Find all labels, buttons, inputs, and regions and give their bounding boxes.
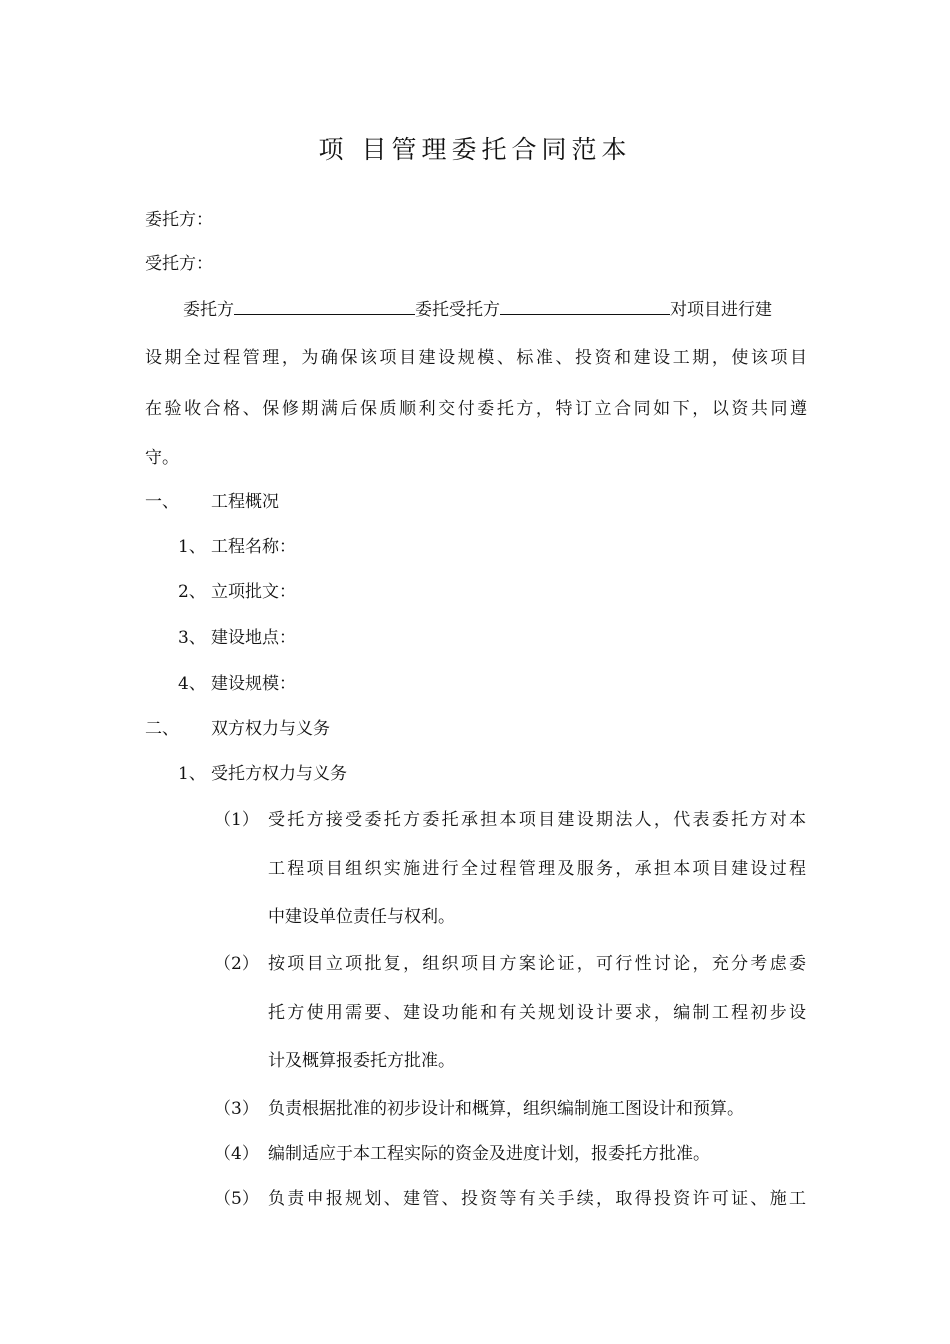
intro-line-3 — [145, 396, 807, 422]
section-1-item-1-number: 1、 — [178, 537, 206, 557]
clause-2-number: （2） — [214, 954, 259, 974]
clause-2-line-3: 计及概算报委托方批准。 — [268, 1051, 455, 1071]
clause-1-number: （1） — [214, 810, 259, 830]
intro-part-3: 对项目进行建 — [670, 300, 772, 320]
blank-line-party-b — [500, 296, 670, 315]
clause-4-line-1: 编制适应于本工程实际的资金及进度计划，报委托方批准。 — [268, 1144, 710, 1164]
clause-1-line-1-text: 受托方接受委托方委托承担本项目建设期法人，代表委托方对本 — [268, 810, 806, 830]
intro-line-1 — [183, 296, 772, 323]
section-1-item-2-text: 立项批文： — [211, 582, 296, 602]
section-1-item-2-number: 2、 — [178, 582, 206, 602]
section-1-number: 一、 — [145, 492, 179, 512]
clause-2-line-2-text: 托方使用需要、建设功能和有关规划设计要求，编制工程初步设 — [268, 1003, 806, 1023]
clause-2-line-2 — [268, 1000, 806, 1026]
section-2-sub-1-text: 受托方权力与义务 — [211, 764, 347, 784]
section-1-item-3-number: 3、 — [178, 628, 206, 648]
intro-line-4: 守。 — [145, 448, 179, 468]
clause-3-line-1: 负责根据批准的初步设计和概算，组织编制施工图设计和预算。 — [268, 1099, 744, 1119]
intro-line-2-text: 设期全过程管理，为确保该项目建设规模、标准、投资和建设工期，使该项目 — [145, 348, 807, 368]
section-2-number: 二、 — [145, 719, 179, 739]
document-title: 项 目管理委托合同范本 — [318, 135, 632, 164]
section-1-item-4-number: 4、 — [178, 674, 206, 694]
section-2-heading: 双方权力与义务 — [211, 719, 330, 739]
blank-line-party-a — [234, 296, 415, 315]
clause-1-line-2-text: 工程项目组织实施进行全过程管理及服务，承担本项目建设过程 — [268, 859, 806, 879]
section-1-heading: 工程概况 — [211, 492, 279, 512]
clause-3-number: （3） — [214, 1099, 259, 1119]
clause-1-line-2 — [268, 856, 806, 882]
clause-1-line-3: 中建设单位责任与权利。 — [268, 907, 455, 927]
clause-4-number: （4） — [214, 1144, 259, 1164]
intro-part-1: 委托方 — [183, 300, 234, 320]
clause-1-line-1 — [268, 807, 806, 833]
clause-2-line-1-text: 按项目立项批复，组织项目方案论证，可行性讨论，充分考虑委 — [268, 954, 806, 974]
clause-5-line-1 — [268, 1186, 806, 1212]
party-b-label: 受托方： — [145, 254, 213, 274]
party-a-label: 委托方： — [145, 210, 213, 230]
clause-5-number: （5） — [214, 1189, 259, 1209]
section-1-item-3-text: 建设地点： — [211, 628, 296, 648]
clause-5-line-1-text: 负责申报规划、建管、投资等有关手续，取得投资许可证、施工 — [268, 1189, 806, 1209]
intro-part-2: 委托受托方 — [415, 300, 500, 320]
clause-2-line-1 — [268, 951, 806, 977]
section-1-item-4-text: 建设规模： — [211, 674, 296, 694]
section-2-sub-1-number: 1、 — [178, 764, 206, 784]
section-1-item-1-text: 工程名称： — [211, 537, 296, 557]
intro-line-2 — [145, 345, 807, 371]
intro-line-3-text: 在验收合格、保修期满后保质顺利交付委托方，特订立合同如下，以资共同遵 — [145, 399, 807, 419]
